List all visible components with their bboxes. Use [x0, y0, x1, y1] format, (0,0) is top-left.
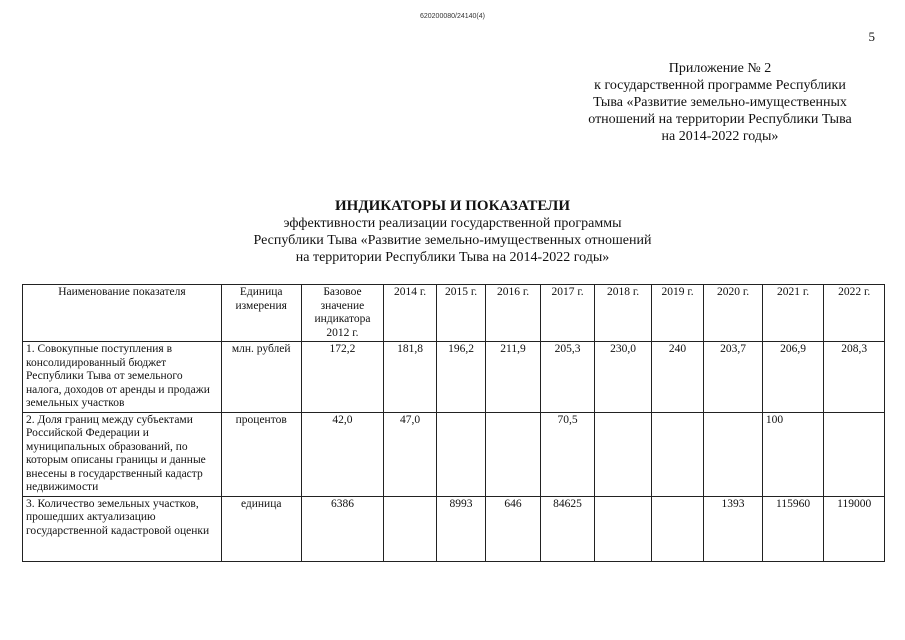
value-cell: 181,8: [384, 342, 436, 413]
appendix-line: к государственной программе Республики: [594, 78, 846, 93]
value-cell: [436, 412, 485, 496]
header-cell: Единица измерения: [221, 285, 301, 342]
appendix-line: на 2014-2022 годы»: [661, 129, 779, 144]
appendix-line: Тыва «Развитие земельно-имущественных: [593, 95, 847, 110]
indicators-table: [22, 284, 885, 562]
header-cell: 2020 г.: [704, 285, 763, 342]
value-cell: 8993: [436, 496, 485, 561]
value-cell: [824, 412, 885, 496]
page-number: 5: [868, 29, 875, 44]
table-header-row: [23, 285, 885, 342]
value-cell: [595, 412, 652, 496]
value-cell: 646: [486, 496, 541, 561]
value-cell: 196,2: [436, 342, 485, 413]
appendix-line: отношений на территории Республики Тыва: [588, 112, 852, 127]
value-cell: 70,5: [540, 412, 595, 496]
value-cell: 119000: [824, 496, 885, 561]
table-row: [23, 496, 885, 561]
table-row: [23, 412, 885, 496]
appendix-line: Приложение № 2: [668, 61, 772, 76]
title-subline: эффективности реализации государственной программы: [283, 216, 622, 231]
title-main: ИНДИКАТОРЫ И ПОКАЗАТЕЛИ: [334, 198, 570, 214]
document-id: 620200080/24140(4): [419, 13, 485, 20]
header-cell: 2022 г.: [824, 285, 885, 342]
value-cell: 47,0: [384, 412, 436, 496]
header-cell: Базовое значение индикатора 2012 г.: [301, 285, 384, 342]
document-title: [0, 198, 905, 266]
value-cell: 100: [762, 412, 824, 496]
indicator-name: 3. Количество земельных участков, прошедших актуализацию государственной кадастровой оценки: [23, 496, 222, 561]
indicator-unit: процентов: [221, 412, 301, 496]
value-cell: 1393: [704, 496, 763, 561]
header-cell: Наименование показателя: [23, 285, 222, 342]
header-cell: 2019 г.: [651, 285, 703, 342]
value-cell: 172,2: [301, 342, 384, 413]
value-cell: 115960: [762, 496, 824, 561]
value-cell: 42,0: [301, 412, 384, 496]
appendix-header: [520, 60, 905, 145]
title-subline: на территории Республики Тыва на 2014-2022 годы»: [295, 250, 610, 265]
value-cell: 240: [651, 342, 703, 413]
value-cell: 230,0: [595, 342, 652, 413]
value-cell: 203,7: [704, 342, 763, 413]
value-cell: [651, 412, 703, 496]
value-cell: 84625: [540, 496, 595, 561]
value-cell: [384, 496, 436, 561]
table-row: [23, 342, 885, 413]
header-cell: 2017 г.: [540, 285, 595, 342]
value-cell: [704, 412, 763, 496]
value-cell: [486, 412, 541, 496]
header-cell: 2014 г.: [384, 285, 436, 342]
value-cell: 211,9: [486, 342, 541, 413]
value-cell: [595, 496, 652, 561]
value-cell: 208,3: [824, 342, 885, 413]
indicator-unit: единица: [221, 496, 301, 561]
title-subline: Республики Тыва «Развитие земельно-имущественных отношений: [253, 233, 652, 248]
indicator-name: 2. Доля границ между субъектами Российской Федерации и муниципальных образований, по которым описаны границы и данные внесены в государственный кадастр недвижимости: [23, 412, 222, 496]
header-cell: 2018 г.: [595, 285, 652, 342]
header-cell: 2021 г.: [762, 285, 824, 342]
value-cell: [651, 496, 703, 561]
indicator-unit: млн. рублей: [221, 342, 301, 413]
value-cell: 205,3: [540, 342, 595, 413]
header-cell: 2015 г.: [436, 285, 485, 342]
indicator-name: 1. Совокупные поступления в консолидированный бюджет Республики Тыва от земельного налога, доходов от аренды и продажи земельных участков: [23, 342, 222, 413]
value-cell: 206,9: [762, 342, 824, 413]
value-cell: 6386: [301, 496, 384, 561]
header-cell: 2016 г.: [486, 285, 541, 342]
